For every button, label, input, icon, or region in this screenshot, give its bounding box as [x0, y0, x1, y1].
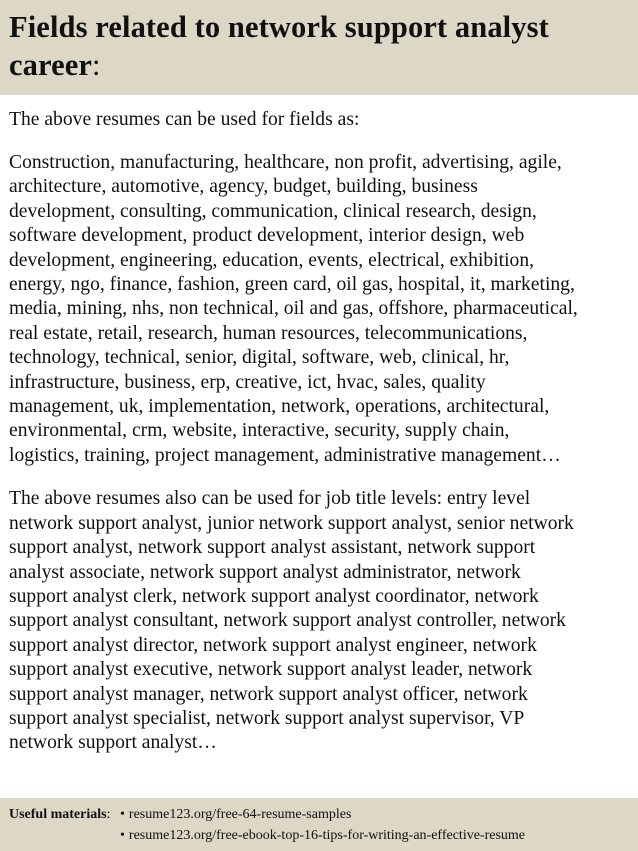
fields-line: architecture, automotive, agency, budget, building, business — [9, 176, 478, 198]
main-content — [9, 108, 631, 756]
fields-line: infrastructure, business, erp, creative, ict, hvac, sales, quality — [9, 371, 486, 393]
job-levels-line: The above resumes also can be used for job title levels: entry level — [9, 488, 531, 510]
job-levels-line: support analyst, network support analyst assistant, network support — [9, 537, 536, 559]
fields-line: development, consulting, communication, clinical research, design, — [9, 200, 537, 222]
job-levels-paragraph — [9, 487, 631, 755]
fields-line: environmental, crm, website, interactive, security, supply chain, — [9, 420, 510, 442]
fields-line: software development, product development, interior design, web — [9, 225, 525, 247]
fields-line: logistics, training, project management, administrative management… — [9, 444, 561, 466]
fields-paragraph — [9, 151, 631, 468]
footer-label-spacer — [9, 825, 120, 846]
job-levels-line: support analyst clerk, network support analyst coordinator, network — [9, 585, 539, 607]
fields-line: real estate, retail, research, human resources, telecommunications, — [9, 322, 528, 344]
job-levels-line: support analyst manager, network support analyst officer, network — [9, 683, 528, 705]
bullet-icon: • — [120, 828, 125, 843]
footer-row — [9, 825, 638, 846]
fields-line: energy, ngo, finance, fashion, green card, oil gas, hospital, it, marketing, — [9, 274, 575, 296]
page-title-colon: : — [92, 48, 101, 82]
job-levels-line: support analyst specialist, network support analyst supervisor, VP — [9, 707, 525, 729]
resource-link[interactable]: resume123.org/free-64-resume-samples — [128, 807, 352, 822]
footer-row — [9, 804, 638, 825]
header-band — [0, 0, 638, 95]
bullet-icon: • — [120, 807, 125, 822]
fields-line: media, mining, nhs, non technical, oil and gas, offshore, pharmaceutical, — [9, 298, 578, 320]
job-levels-line: support analyst executive, network support analyst leader, network — [9, 659, 533, 681]
page-title-text: Fields related to network support analyst career — [9, 10, 549, 82]
job-levels-line: analyst associate, network support analyst administrator, network — [9, 561, 521, 583]
footer-band — [0, 798, 638, 851]
job-levels-line: support analyst consultant, network support analyst controller, network — [9, 610, 566, 632]
fields-line: development, engineering, education, events, electrical, exhibition, — [9, 249, 535, 271]
useful-materials-label — [9, 804, 120, 825]
useful-materials-label-text: Useful materials — [9, 807, 107, 822]
job-levels-line: network support analyst… — [9, 732, 217, 754]
job-levels-line: network support analyst, junior network support analyst, senior network — [9, 512, 574, 534]
job-levels-line: support analyst director, network support analyst engineer, network — [9, 634, 537, 656]
fields-line: Construction, manufacturing, healthcare, non profit, advertising, agile, — [9, 152, 562, 173]
fields-line: management, uk, implementation, network, operations, architectural, — [9, 396, 550, 418]
fields-line: technology, technical, senior, digital, software, web, clinical, hr, — [9, 347, 510, 369]
intro-text: The above resumes can be used for fields as: — [9, 109, 360, 130]
useful-materials-label-colon: : — [106, 807, 111, 822]
page-title — [9, 8, 628, 84]
resource-link[interactable]: resume123.org/free-ebook-top-16-tips-for-writing-an-effective-resume — [128, 828, 526, 843]
